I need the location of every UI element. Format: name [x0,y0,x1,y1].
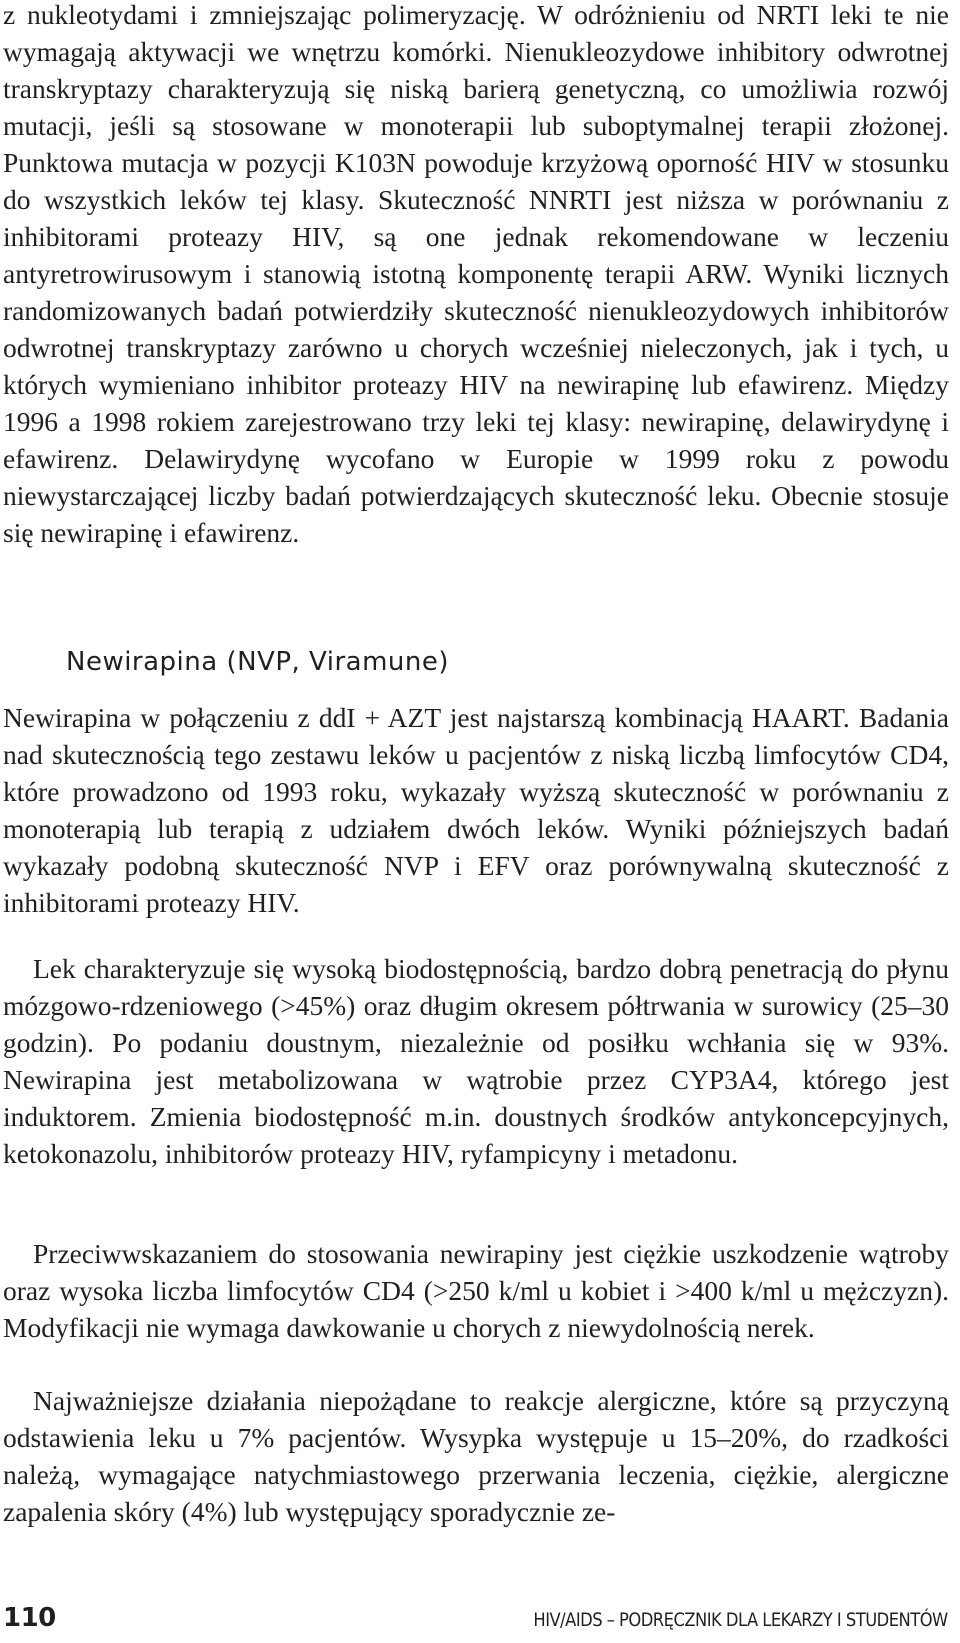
body-paragraph: Newirapina w połączeniu z ddI + AZT jest najstarszą kombinacją HAART. Badania nad skutecznością tego zestawu leków u pacjentów z niską liczbą limfocytów CD4, które prowadzono od 1993 roku, wykazały wyższą skuteczność w porównaniu z monoterapią lub terapią z udziałem dwóch leków. Wyniki późniejszych badań wykazały podobną skuteczność NVP i EFV oraz porównywalną skuteczność z inhibitorami proteazy HIV. [3,702,949,918]
body-paragraph: Przeciwwskazaniem do stosowania newirapiny jest ciężkie uszkodzenie wątroby oraz wysoka liczba limfocytów CD4 (>250 k/ml u kobiet i >400 k/ml u mężczyzn). Modyfikacji nie wymaga dawkowanie u chorych z niewydolnością nerek. [3,1238,949,1343]
page-number: 110 [3,1603,56,1633]
section-heading: Newirapina (NVP, Viramune) [66,647,450,677]
body-paragraph: Lek charakteryzuje się wysoką biodostępnością, bardzo dobrą penetracją do płynu mózgowo-rdzeniowego (>45%) oraz długim okresem półtrwania w surowicy (25–30 godzin). Po podaniu doustnym, niezależnie od posiłku wchłania się w 93%. Newirapina jest metabolizowana w wątrobie przez CYP3A4, którego jest induktorem. Zmienia biodostępność m.in. doustnych środków antykoncepcyjnych, ketokonazolu, inhibitorów proteazy HIV, ryfampicyny i metadonu. [3,953,949,1169]
body-paragraph: Najważniejsze działania niepożądane to reakcje alergiczne, które są przyczyną odstawienia leku u 7% pacjentów. Wysypka występuje u 15–20%, do rzadkości należą, wymagające natychmiastowego przerwania leczenia, ciężkie, alergiczne zapalenia skóry (4%) lub występujący sporadycznie ze- [3,1385,949,1527]
running-footer-title: HIV/AIDS – PODRĘCZNIK DLA LEKARZY I STUDENTÓW [533,1609,948,1631]
body-paragraph: z nukleotydami i zmniejszając polimeryzację. W odróżnieniu od NRTI leki te nie wymagają aktywacji we wnętrzu komórki. Nienukleozydowe inhibitory odwrotnej transkryptazy charakteryzują się niską barierą genetyczną, co umożliwia rozwój mutacji, jeśli są stosowane w monoterapii lub suboptymalnej terapii złożonej. Punktowa mutacja w pozycji K103N powoduje krzyżową oporność HIV w stosunku do wszystkich leków tej klasy. Skuteczność NNRTI jest niższa w porównaniu z inhibitorami proteazy HIV, są one jednak rekomendowane w leczeniu antyretrowirusowym i stanowią istotną komponentę terapii ARW. Wyniki licznych randomizowanych badań potwierdziły skuteczność nienukleozydowych inhibitorów odwrotnej transkryptazy zarówno u chorych wcześniej nieleczonych, jak i tych, u których wymieniano inhibitor proteazy HIV na newirapinę lub efawirenz. Między 1996 a 1998 rokiem zarejestrowano trzy leki tej klasy: newirapinę, delawirydynę i efawirenz. Delawirydynę wycofano w Europie w 1999 roku z powodu niewystarczającej liczby badań potwierdzających skuteczność leku. Obecnie stosuje się newirapinę i efawirenz. [3,0,949,548]
